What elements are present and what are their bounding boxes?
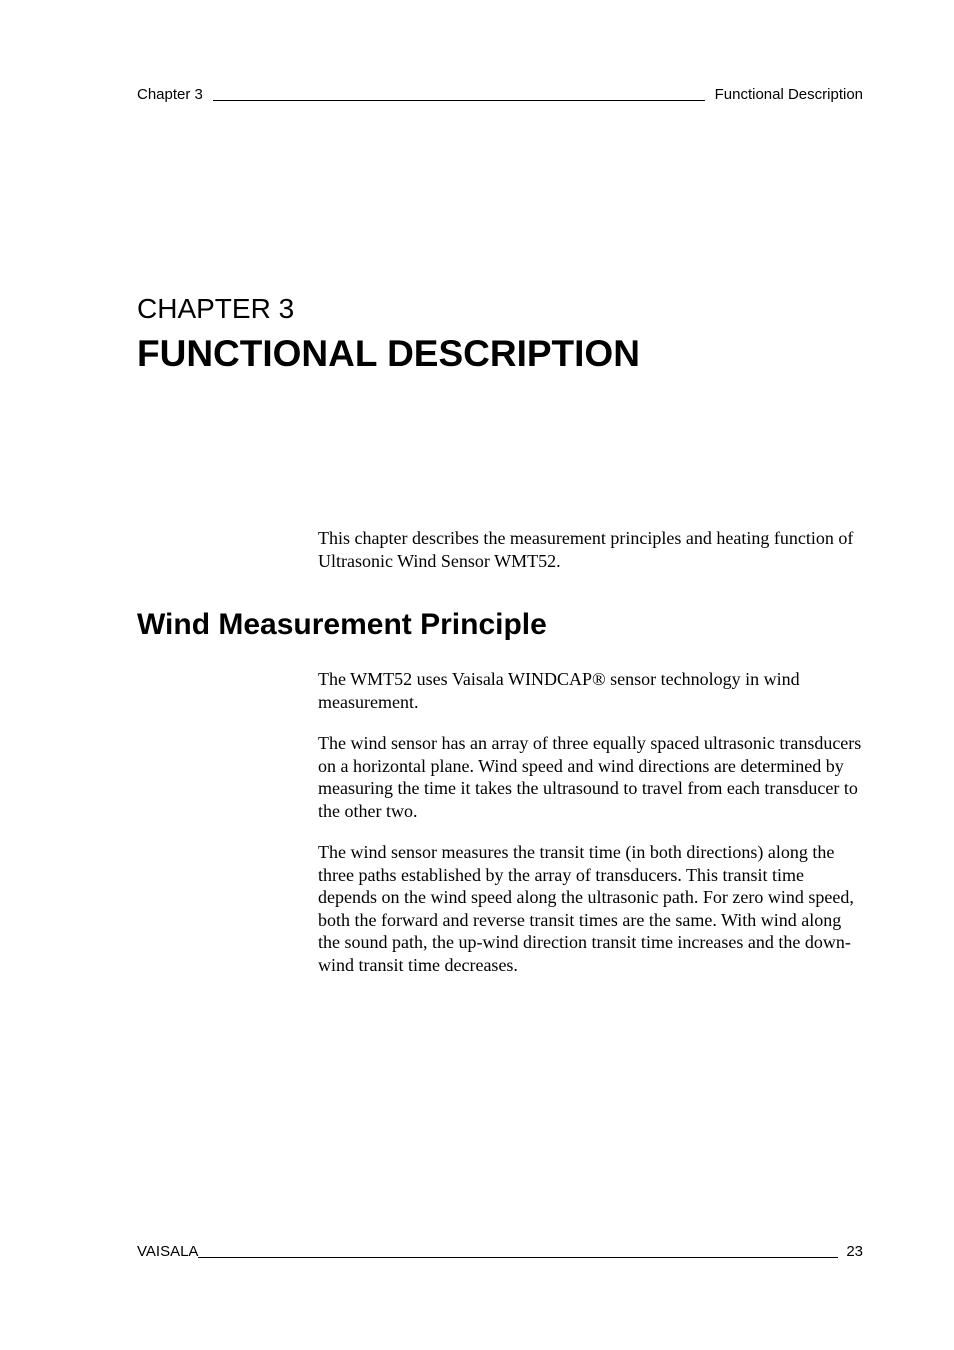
section-heading: Wind Measurement Principle xyxy=(137,608,547,641)
page-number: 23 xyxy=(846,1243,863,1260)
footer-rule xyxy=(198,1257,838,1258)
header-section-title: Functional Description xyxy=(714,86,863,103)
body-paragraph: The wind sensor has an array of three equally spaced ultrasonic transducers on a horizontal plane. Wind speed and wind directions are determined by measuring the time it takes the ultrasound to travel from each transducer to the other two. xyxy=(318,733,862,821)
header-chapter-label: Chapter 3 xyxy=(137,86,203,103)
running-header xyxy=(137,86,863,104)
body-paragraph: The wind sensor measures the transit time (in both directions) along the three paths established by the array of transducers. This transit time depends on the wind speed along the ultrasonic path. For zero wind speed, both the forward and reverse transit times are the same. With wind along the sound path, the up-wind direction transit time increases and the down-wind transit time decreases. xyxy=(318,842,854,975)
chapter-title: FUNCTIONAL DESCRIPTION xyxy=(137,333,640,374)
body-paragraph: The WMT52 uses Vaisala WINDCAP® sensor technology in wind measurement. xyxy=(318,669,800,712)
chapter-number: CHAPTER 3 xyxy=(137,293,295,324)
header-rule xyxy=(213,100,705,101)
running-footer xyxy=(137,1243,863,1261)
section-body xyxy=(318,668,866,995)
intro-paragraph: This chapter describes the measurement principles and heating function of Ultrasonic Wind Sensor WMT52. xyxy=(318,528,854,571)
footer-company: VAISALA xyxy=(137,1243,199,1260)
